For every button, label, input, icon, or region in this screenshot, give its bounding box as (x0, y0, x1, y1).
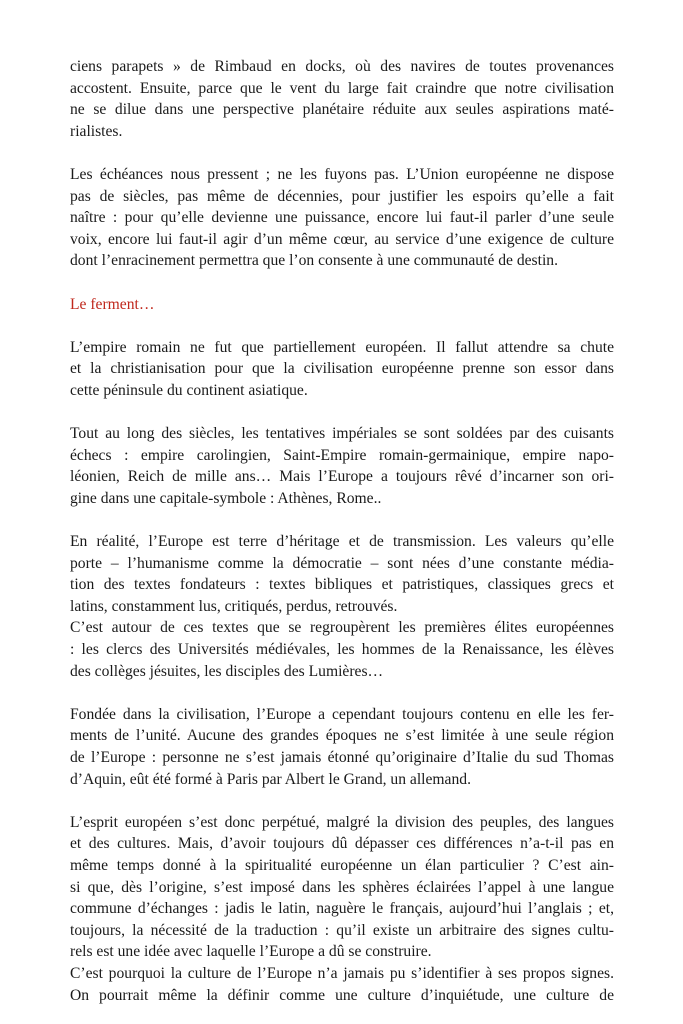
text-line: gine dans une capitale-symbole : Athènes, Rome.. (70, 489, 382, 507)
text-line: pas de siècles, pas même de décennies, pour justifier les espoirs qu’elle a fait (70, 187, 614, 205)
text-line: Tout au long des siècles, les tentatives impériales se sont soldées par des cuisants (70, 425, 614, 443)
paragraph-spacer (70, 509, 614, 531)
text-line: si que, dès l’origine, s’est imposé dans les sphères éclairées l’appel à une langue (70, 878, 614, 896)
text-line: ments de l’unité. Aucune des grandes époques ne s’est limitée à une seule région (70, 727, 614, 745)
document-page (70, 56, 614, 1006)
text-line: dont l’enracinement permettra que l’on consente à une communauté de destin. (70, 252, 558, 270)
text-line: accostent. Ensuite, parce que le vent du large fait craindre que notre civilisation (70, 79, 614, 97)
text-line: et des cultures. Mais, d’avoir toujours dû dépasser ces différences n’a-t-il pas en (70, 835, 614, 853)
text-line: naître : pour qu’elle devienne une puissance, encore lui faut-il parler d’une seule (70, 209, 614, 227)
text-line: ciens parapets » de Rimbaud en docks, où des navires de toutes provenances (70, 58, 614, 75)
text-line: latins, constamment lus, critiqués, perdus, retrouvés. (70, 597, 398, 615)
text-line: tion des textes fondateurs : textes bibliques et patristiques, classiques grecs et (70, 576, 614, 594)
text-line: échecs : empire carolingien, Saint-Empire romain-germainique, empire napo- (70, 446, 614, 464)
section-heading (70, 294, 614, 316)
text-line: rels est une idée avec laquelle l’Europe a dû se construire. (70, 943, 432, 961)
paragraph-8 (70, 812, 614, 963)
paragraph-4 (70, 423, 614, 509)
paragraph-spacer (70, 315, 614, 337)
text-line: L’esprit européen s’est donc perpétué, malgré la division des peuples, des langues (70, 813, 614, 831)
text-line: de l’Europe : personne ne s’est jamais étonné qu’originaire d’Italie du sud Thomas (70, 749, 614, 766)
paragraph-2 (70, 164, 614, 272)
text-line: rialistes. (70, 122, 123, 140)
text-line: : les clercs des Universités médiévales, les hommes de la Renaissance, les élèves (70, 641, 614, 659)
text-line: C’est autour de ces textes que se regroupèrent les premières élites européennes (70, 619, 614, 637)
section-heading-text: Le ferment… (70, 295, 155, 313)
text-line: En réalité, l’Europe est terre d’héritage et de transmission. Les valeurs qu’elle (70, 533, 614, 551)
text-line: léonien, Reich de mille ans… Mais l’Europe a toujours rêvé d’incarner son ori- (70, 468, 614, 486)
paragraph-spacer (70, 272, 614, 294)
paragraph-7 (70, 704, 614, 790)
text-line: Les échéances nous pressent ; ne les fuyons pas. L’Union européenne ne dispose (70, 165, 614, 183)
text-line: des collèges jésuites, les disciples des Lumières… (70, 662, 384, 680)
text-line: cette péninsule du continent asiatique. (70, 381, 308, 399)
text-line: C’est pourquoi la culture de l’Europe n’a jamais pu s’identifier à ses propos signes. (70, 964, 614, 982)
paragraph-spacer (70, 790, 614, 812)
text-line: L’empire romain ne fut que partiellement européen. Il fallut attendre sa chute (70, 338, 614, 356)
paragraph-5 (70, 531, 614, 617)
paragraph-spacer (70, 402, 614, 424)
paragraph-6 (70, 617, 614, 682)
paragraph-spacer (70, 142, 614, 164)
text-line: commune d’échanges : jadis le latin, naguère le français, aujourd’hui l’anglais ; et, (70, 900, 614, 918)
text-line: d’Aquin, eût été formé à Paris par Albert le Grand, un allemand. (70, 770, 471, 788)
paragraph-9 (70, 963, 614, 1006)
text-line: voix, encore lui faut-il agir d’un même cœur, au service d’une exigence de culture (70, 230, 614, 248)
text-line: porte – l’humanisme comme la démocratie – sont nées d’une constante média- (70, 554, 614, 572)
text-line: et la christianisation pour que la civilisation européenne prenne son essor dans (70, 360, 614, 378)
paragraph-spacer (70, 682, 614, 704)
paragraph-1 (70, 56, 614, 142)
text-line: même temps donné à la spiritualité européenne un élan particulier ? C’est ain- (70, 856, 614, 874)
text-line: On pourrait même la définir comme une culture d’inquiétude, une culture de (70, 986, 614, 1004)
paragraph-3 (70, 337, 614, 402)
text-line: Fondée dans la civilisation, l’Europe a cependant toujours contenu en elle les fer- (70, 705, 614, 723)
text-line: toujours, la nécessité de la traduction : qu’il existe un arbitraire des signes cultu- (70, 921, 614, 939)
text-line: ne se dilue dans une perspective planétaire réduite aux seules aspirations maté- (70, 101, 614, 119)
